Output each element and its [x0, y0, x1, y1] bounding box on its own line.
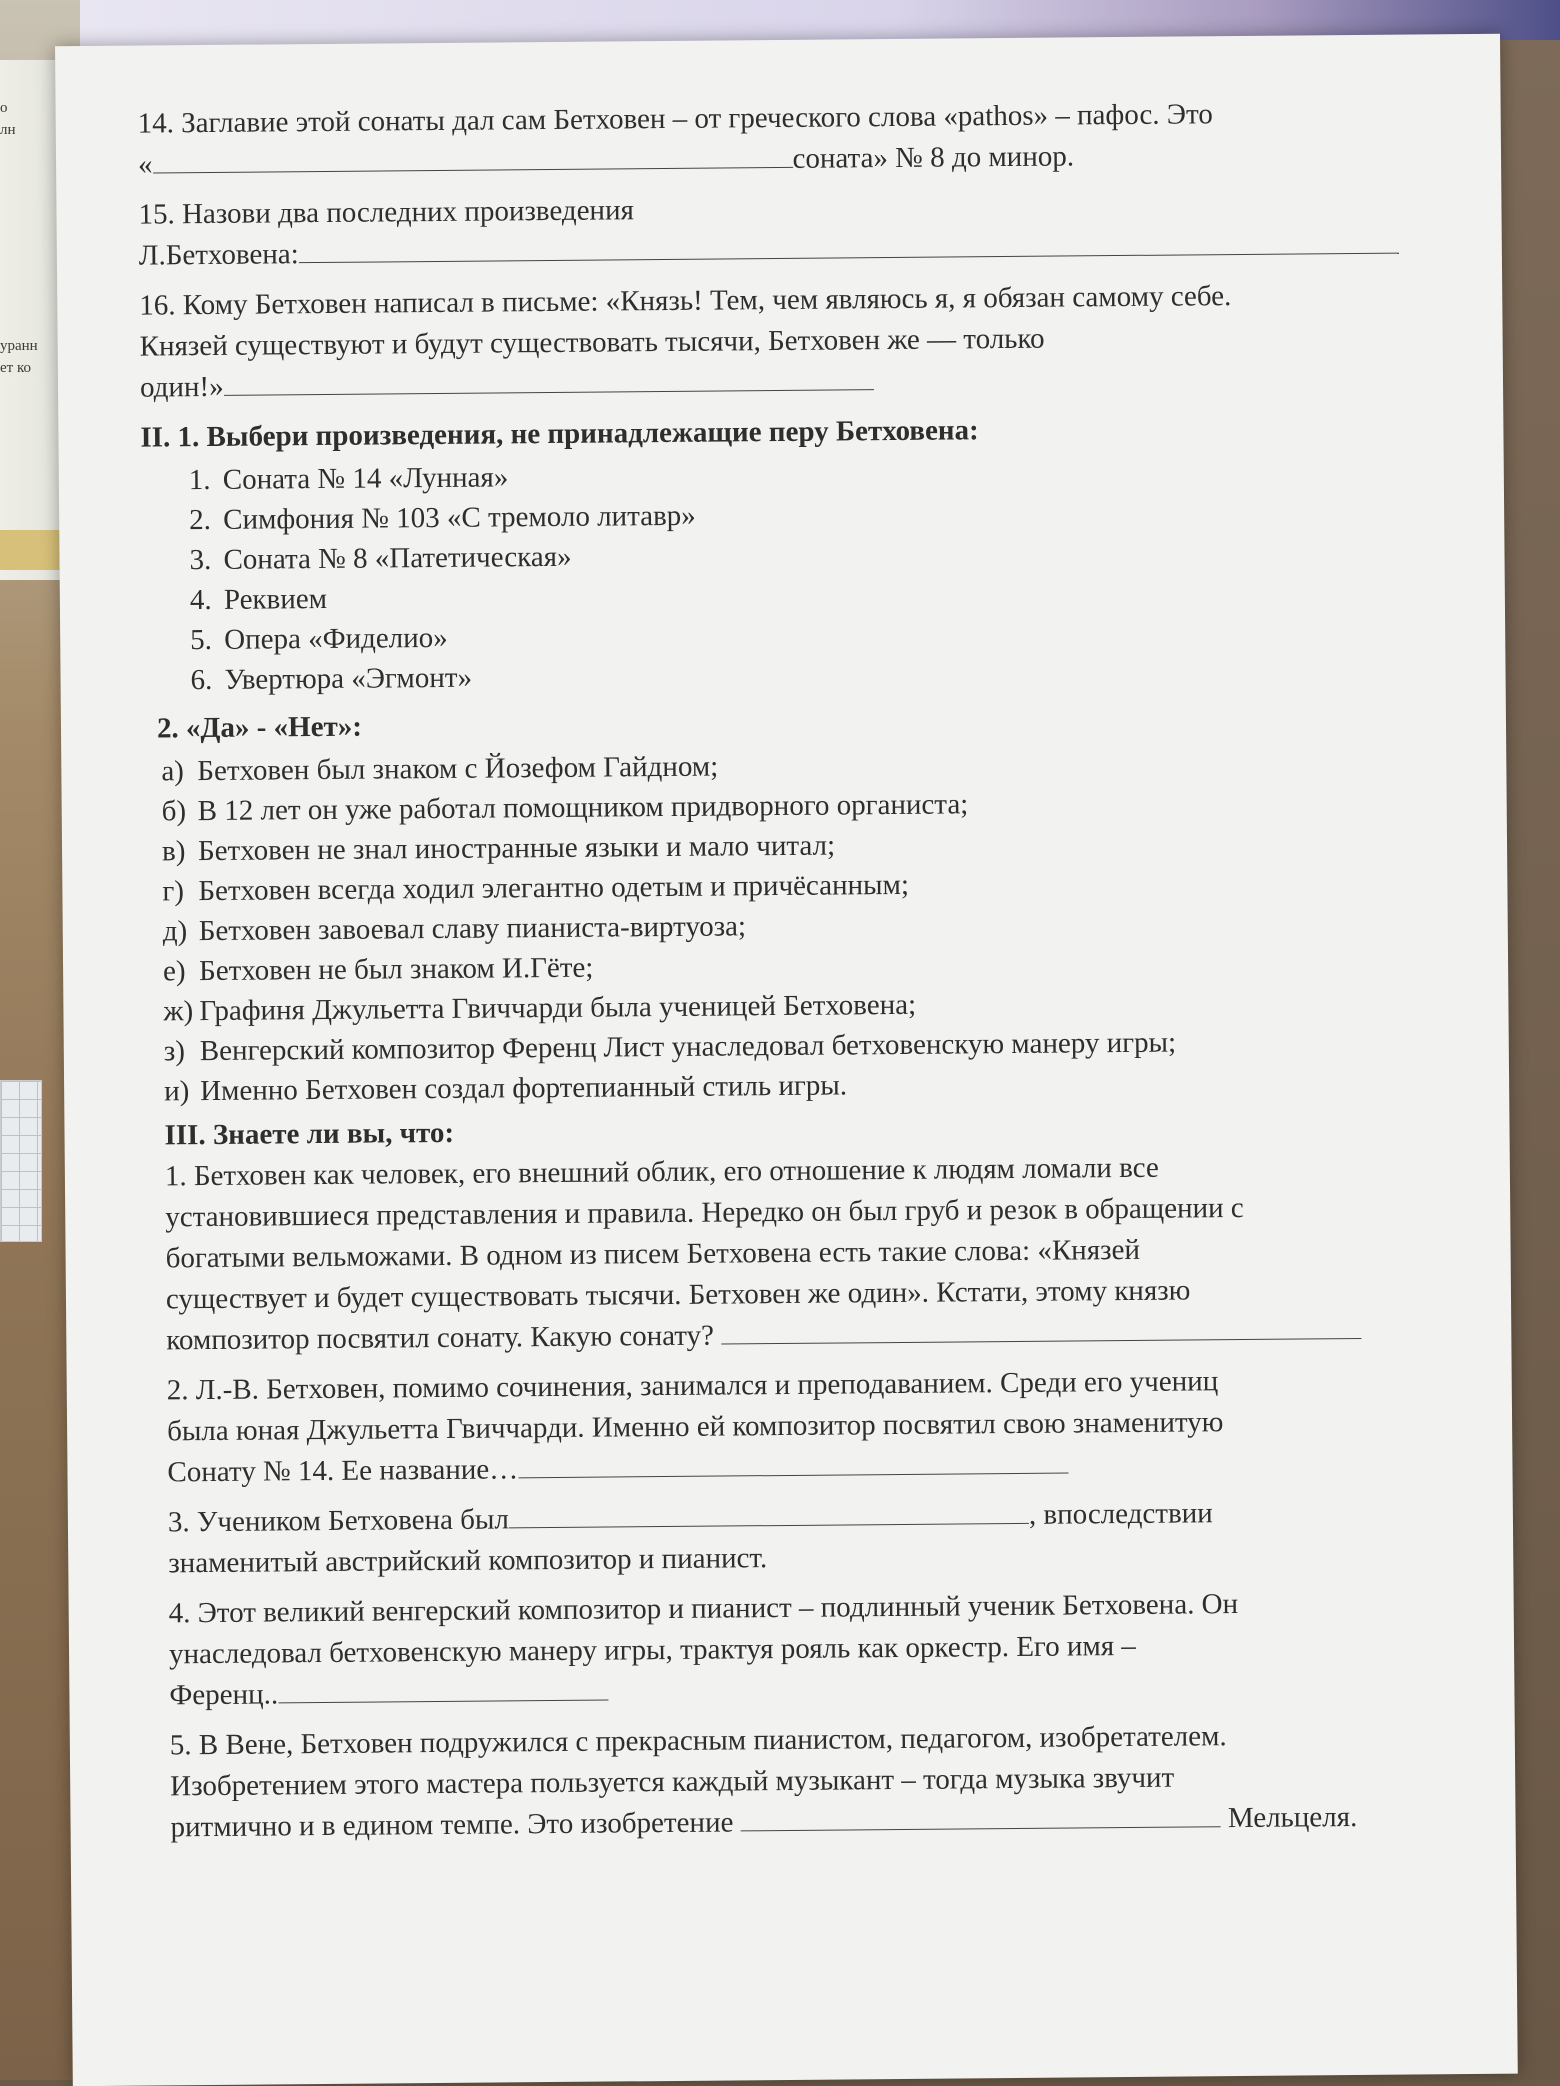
list-item: е) Бетховен не был знаком И.Гёте;	[162, 951, 594, 988]
list-item: 2. Симфония № 103 «С тремоло литавр»	[189, 499, 696, 537]
answer-line[interactable]	[518, 1447, 1068, 1479]
answer-line[interactable]	[152, 141, 792, 174]
section-2-heading: II. 1. Выбери произведения, не принадлежащие перу Бетховена:	[140, 414, 979, 454]
list-item: б) В 12 лет он уже работал помощником придворного органиста;	[161, 788, 969, 828]
answer-line[interactable]	[740, 1800, 1220, 1831]
section-3-heading: III. Знаете ли вы, что:	[164, 1116, 455, 1152]
section-3-question-3: 3. Учеником Бетховена был , впоследствии знаменитый австрийский композитор и пианист.	[167, 1497, 1213, 1580]
book-edge-text: ет ко	[0, 360, 31, 376]
answer-line[interactable]	[299, 227, 1399, 264]
list-item: в) Бетховен не знал иностранные языки и мало читал;	[161, 829, 836, 868]
list-item: и) Именно Бетховен создал фортепианный стиль игры.	[164, 1069, 848, 1108]
sticky-note-cube	[0, 1080, 42, 1242]
yes-no-heading: 2. «Да» - «Нет»:	[156, 710, 363, 745]
list-item: з) Венгерский композитор Ференц Лист унаследовал бетховенскую манеру игры;	[163, 1026, 1177, 1068]
book-edge-text: о	[0, 100, 8, 116]
list-item: 3. Соната № 8 «Патетическая»	[189, 540, 572, 577]
list-item: 1. Соната № 14 «Лунная»	[188, 461, 509, 497]
section-3-question-5: 5. В Вене, Бетховен подружился с прекрасным пианистом, педагогом, изобретателем. Изобретением этого мастера пользуется каждый музыкант – тогда музыка звучит ритмично и в едином темпе. Это изобретение Мельцеля.	[169, 1720, 1358, 1844]
question-16: 16. Кому Бетховен написал в письме: «Князь! Тем, чем являюсь я, я обязан самому себе. Князей существуют и будут существовать тысячи, Бетховен же — только один!»	[139, 280, 1232, 404]
question-14: 14. Заглавие этой сонаты дал сам Бетховен – от греческого слова «pathos» – пафос. Это « соната» № 8 до минор.	[137, 98, 1213, 181]
list-item: ж) Графиня Джульетта Гвиччарди была ученицей Бетховена;	[163, 988, 917, 1028]
answer-line[interactable]	[721, 1312, 1361, 1345]
list-item: г) Бетховен всегда ходил элегантно одетым и причёсанным;	[162, 868, 910, 908]
list-item: 4. Реквием	[189, 582, 328, 617]
list-item: а) Бетховен был знаком с Йозефом Гайдном;	[161, 750, 719, 788]
answer-line[interactable]	[223, 363, 873, 396]
works-list	[141, 449, 1463, 701]
question-15: 15. Назови два последних произведения Л.Бетховена:	[138, 183, 1459, 277]
worksheet-content	[138, 92, 1473, 1857]
worksheet-paper	[55, 34, 1518, 2086]
book-edge-text: лн	[0, 122, 16, 138]
book-spine	[0, 530, 60, 570]
book-edge-text: уранн	[0, 338, 38, 354]
section-3-question-1: 1. Бетховен как человек, его внешний облик, его отношение к людям ломали все установившиеся представления и правила. Нередко он был груб и резок в обращении с богатыми вельможами. В одном из писем Бетховена есть такие слова: «Князей существует и будет существовать тысячи. Бетховен же один». Кстати, этому князю композитор посвятил сонату. Какую сонату?	[147, 1145, 1469, 1362]
list-item: 5. Опера «Фиделио»	[190, 621, 448, 657]
section-3-question-4: 4. Этот великий венгерский композитор и пианист – подлинный ученик Бетховена. Он унаследовал бетховенскую манеру игры, трактуя рояль как оркестр. Его имя – Ференц..	[168, 1588, 1239, 1712]
answer-line[interactable]	[278, 1674, 608, 1704]
list-item: 6. Увертюра «Эгмонт»	[190, 661, 473, 697]
section-3-question-2: 2. Л.-В. Бетховен, помимо сочинения, занимался и преподаванием. Среди его учениц была юная Джульетта Гвиччарди. Именно ей композитор посвятил свою знаменитую Сонату № 14. Ее название…	[166, 1365, 1224, 1489]
list-item: д) Бетховен завоевал славу пианиста-виртуоза;	[162, 910, 747, 948]
answer-line[interactable]	[509, 1497, 1029, 1529]
statements-list	[143, 740, 1466, 1112]
